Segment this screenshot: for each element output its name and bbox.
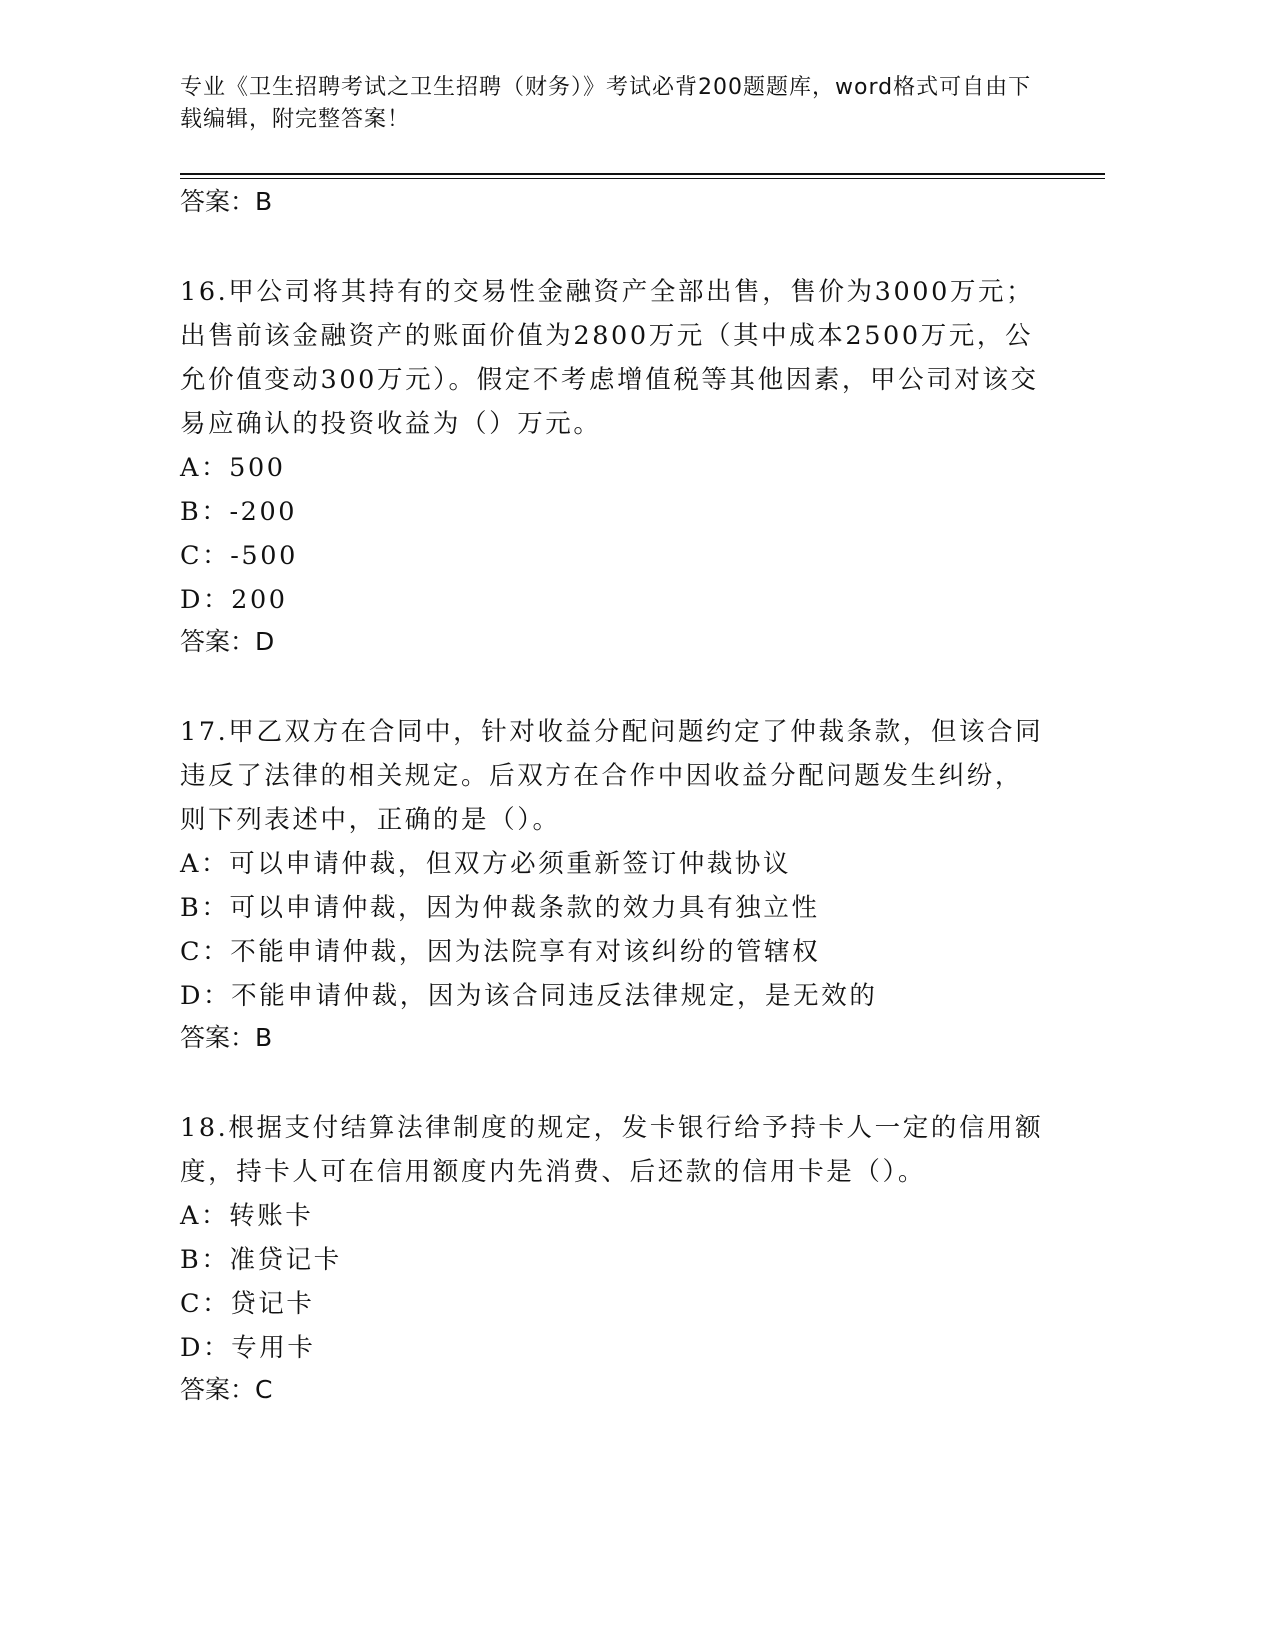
option-b: B：准贷记卡	[180, 1245, 342, 1275]
option-d: D：200	[180, 585, 288, 615]
question-18	[180, 1106, 1050, 1410]
option-c: C：不能申请仲裁，因为法院享有对该纠纷的管辖权	[180, 937, 821, 967]
answer-line: 答案：C	[180, 1375, 273, 1404]
answer-line: 答案：B	[180, 1023, 273, 1052]
option-a: A：500	[180, 453, 286, 483]
question-16	[180, 270, 1050, 662]
question-text: 18.根据支付结算法律制度的规定，发卡银行给予持卡人一定的信用额度，持卡人可在信用额度内先消费、后还款的信用卡是（）。	[180, 1113, 1044, 1187]
question-text: 17.甲乙双方在合同中，针对收益分配问题约定了仲裁条款，但该合同违反了法律的相关规定。后双方在合作中因收益分配问题发生纠纷，则下列表述中，正确的是（）。	[180, 717, 1044, 835]
option-b: B：-200	[180, 497, 298, 527]
option-d: D：不能申请仲裁，因为该合同违反法律规定，是无效的	[180, 981, 878, 1011]
header-divider-thin	[180, 178, 1105, 179]
question-17	[180, 710, 1050, 1058]
answer-line: 答案：B	[180, 187, 273, 216]
option-b: B：可以申请仲裁，因为仲裁条款的效力具有独立性	[180, 893, 820, 923]
question-text: 16.甲公司将其持有的交易性金融资产全部出售，售价为3000万元；出售前该金融资产的账面价值为2800万元（其中成本2500万元，公允价值变动300万元）。假定不考虑增值税等其他因素，甲公司对该交易应确认的投资收益为（）万元。	[180, 277, 1039, 439]
option-c: C：贷记卡	[180, 1289, 315, 1319]
header-text: 专业《卫生招聘考试之卫生招聘（财务）》考试必背200题题库，word格式可自由下载编辑，附完整答案！	[180, 75, 1032, 132]
header-divider	[180, 173, 1105, 175]
option-a: A：可以申请仲裁，但双方必须重新签订仲裁协议	[180, 849, 792, 879]
option-c: C：-500	[180, 541, 298, 571]
option-a: A：转账卡	[180, 1201, 314, 1231]
document-header	[180, 72, 1040, 136]
option-d: D：专用卡	[180, 1333, 316, 1363]
answer-line: 答案：D	[180, 627, 275, 656]
document-body	[180, 182, 1050, 1410]
